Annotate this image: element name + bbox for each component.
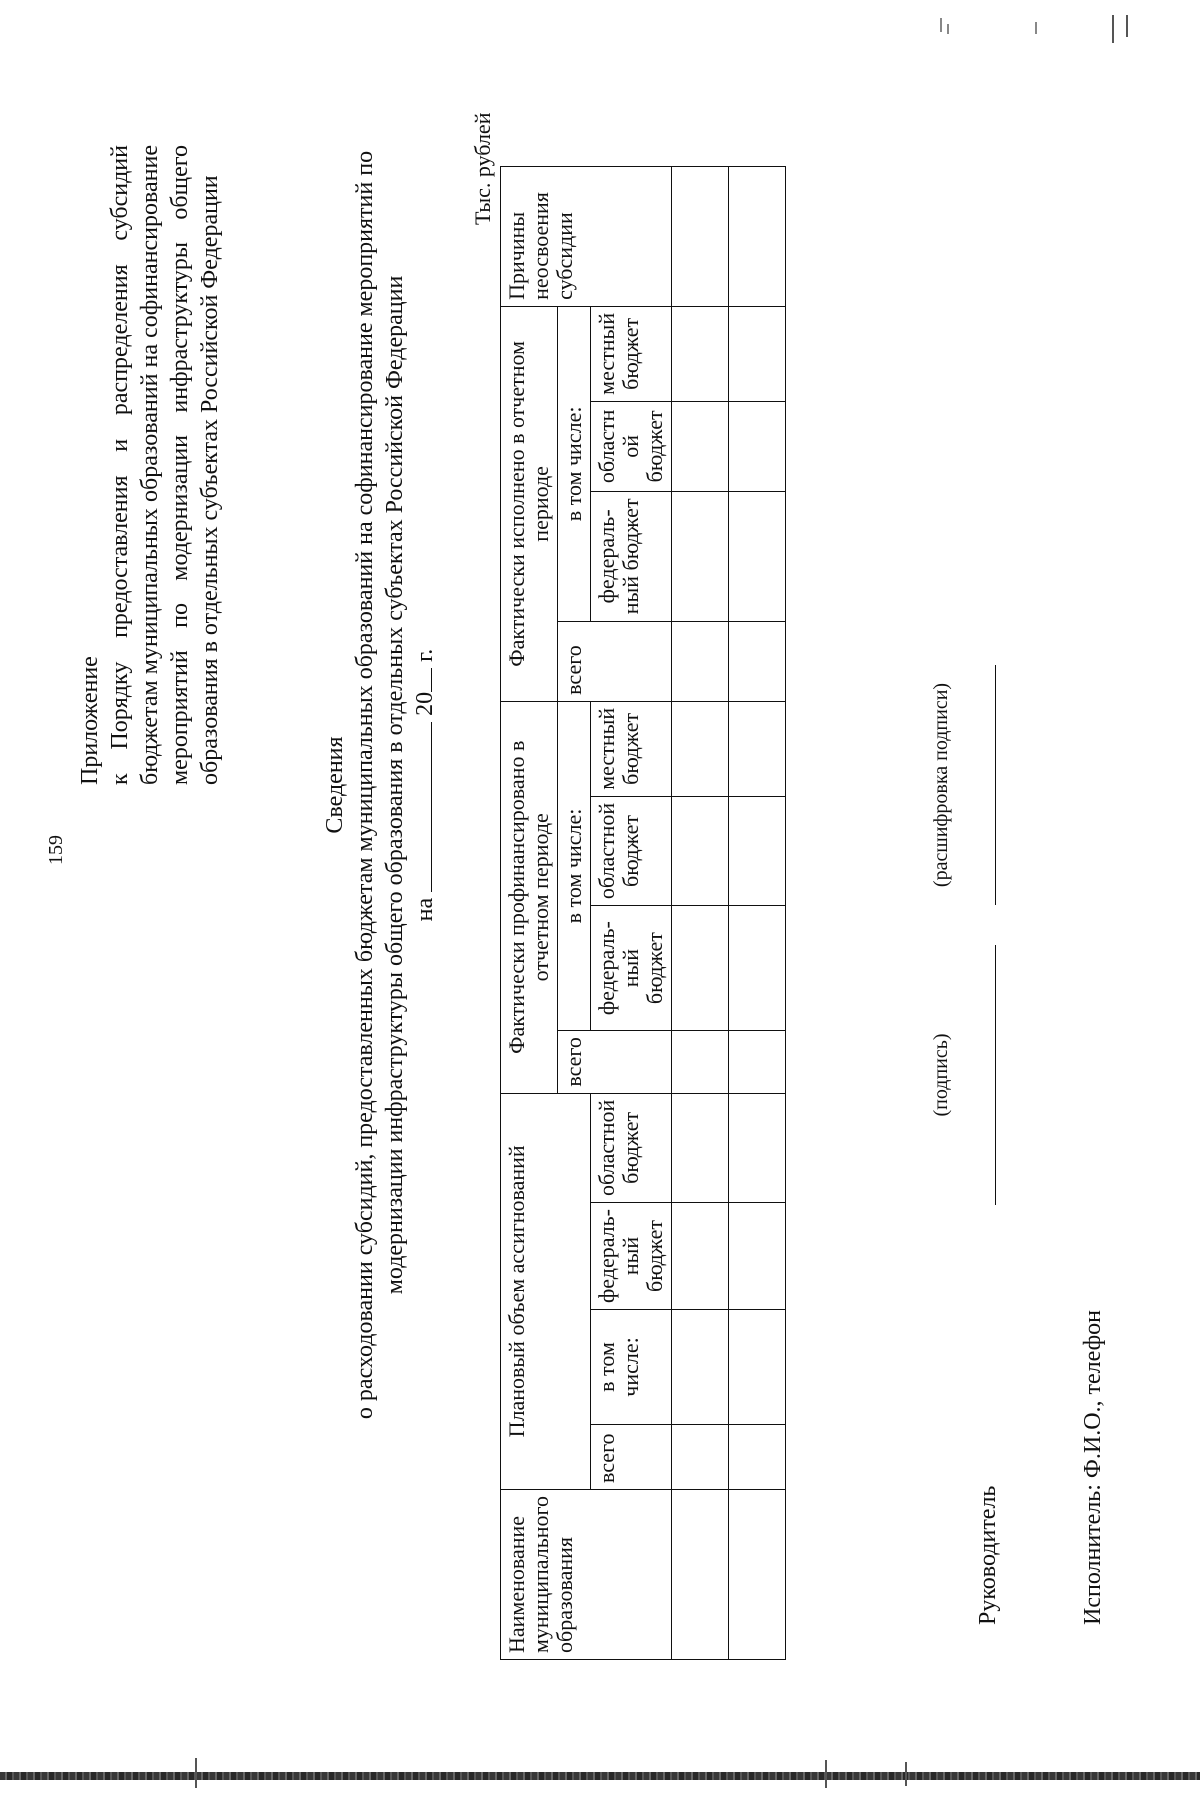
- signature-decoding-caption: (расшифровка подписи): [930, 682, 952, 888]
- financed-including-header: в том числе:: [558, 701, 591, 1030]
- table-cell[interactable]: [672, 306, 729, 401]
- report-date-line: [410, 649, 440, 922]
- table-cell[interactable]: [729, 491, 786, 621]
- scan-speck: [1035, 22, 1037, 34]
- table-cell[interactable]: [729, 1424, 786, 1489]
- group-financed-header: Фактически профинансировано в отчетном периоде: [501, 701, 558, 1093]
- units-label: Тыс. рублей: [470, 112, 495, 225]
- table-cell[interactable]: [672, 401, 729, 491]
- date-prefix: на: [412, 897, 438, 922]
- financed-local-header: местный бюджет: [591, 701, 672, 796]
- title-line-1: о расходовании субсидий, предоставленных бюджетам муниципальных образований на софинансирование мероприятий по: [352, 150, 378, 1420]
- signature-line[interactable]: [995, 945, 996, 1205]
- signature-decoding-line[interactable]: [995, 665, 996, 905]
- financed-total-header: всего: [558, 1031, 672, 1094]
- table-cell[interactable]: [672, 1031, 729, 1094]
- table-cell[interactable]: [672, 621, 729, 701]
- executed-total-header: всего: [558, 621, 672, 701]
- scan-mark: [1112, 15, 1114, 43]
- financed-regional-header: областной бюджет: [591, 796, 672, 905]
- executed-regional-header: областн ой бюджет: [591, 401, 672, 491]
- table-cell[interactable]: [672, 1424, 729, 1489]
- document-title: [320, 85, 440, 1485]
- table-cell[interactable]: [729, 1093, 786, 1202]
- col-municipality-header: Наименование муниципального образования: [501, 1489, 672, 1659]
- executed-local-header: местный бюджет: [591, 306, 672, 401]
- group-executed-header: Фактически исполнено в отчетном периоде: [501, 306, 558, 701]
- table-cell[interactable]: [672, 796, 729, 905]
- executor-label: Исполнитель: Ф.И.О., телефон: [1080, 1310, 1106, 1625]
- signature-block: [890, 425, 1130, 1625]
- scan-speck: [947, 24, 949, 34]
- scan-mark: [1126, 15, 1128, 37]
- executed-including-header: в том числе:: [558, 306, 591, 621]
- planned-regional-header: областной бюджет: [591, 1093, 672, 1202]
- table-cell[interactable]: [672, 701, 729, 796]
- table-cell[interactable]: [672, 491, 729, 621]
- table-cell[interactable]: [729, 1031, 786, 1094]
- appendix-line-3: мероприятий по модернизации инфраструктуры общего: [167, 145, 193, 785]
- appendix-line-4: образования в отдельных субъектах Российской Федерации: [197, 175, 223, 785]
- signature-caption: (подпись): [930, 1033, 952, 1117]
- group-planned-header: Плановый объем ассигнований: [501, 1093, 591, 1489]
- financed-federal-header: федераль-ный бюджет: [591, 906, 672, 1031]
- planned-total-header: всего: [591, 1424, 672, 1489]
- table-cell[interactable]: [729, 166, 786, 306]
- table-cell[interactable]: [729, 1489, 786, 1659]
- appendix-line-2: бюджетам муниципальных образований на софинансирование: [137, 145, 163, 785]
- table-cell[interactable]: [672, 1489, 729, 1659]
- appendix-block: [75, 145, 225, 785]
- table-cell[interactable]: [672, 166, 729, 306]
- year-suffix: г.: [412, 648, 438, 662]
- table-cell[interactable]: [729, 306, 786, 401]
- year-prefix: 20: [412, 691, 438, 716]
- table-cell[interactable]: [729, 621, 786, 701]
- rotated-page: [30, 45, 1150, 1785]
- table-cell[interactable]: [729, 906, 786, 1031]
- table-row: [729, 166, 786, 1659]
- title-heading: Сведения: [322, 736, 348, 834]
- table-cell[interactable]: [729, 1203, 786, 1310]
- table-cell[interactable]: [672, 906, 729, 1031]
- planned-including-header: в том числе:: [591, 1309, 672, 1424]
- year-blank: [411, 668, 432, 692]
- planned-federal-header: федераль-ный бюджет: [591, 1203, 672, 1310]
- table-cell[interactable]: [672, 1203, 729, 1310]
- table-row: [672, 166, 729, 1659]
- date-blank: [411, 722, 432, 892]
- table-cell[interactable]: [729, 1309, 786, 1424]
- table-cell[interactable]: [672, 1093, 729, 1202]
- col-reasons-header: Причины неосвоения субсидии: [501, 166, 672, 306]
- table-cell[interactable]: [729, 701, 786, 796]
- page-number: 159: [45, 835, 67, 865]
- table-cell[interactable]: [729, 401, 786, 491]
- title-line-2: модернизации инфраструктуры общего образования в отдельных субъектах Российской Федерации: [382, 275, 408, 1295]
- table-cell[interactable]: [729, 796, 786, 905]
- table-cell[interactable]: [672, 1309, 729, 1424]
- executed-federal-header: федераль-ный бюджет: [591, 491, 672, 621]
- appendix-line-1: к Порядку предоставления и распределения субсидий: [107, 145, 133, 785]
- head-label: Руководитель: [975, 1485, 1001, 1625]
- report-table: [500, 166, 786, 1660]
- scan-speck: [940, 18, 942, 32]
- appendix-title: Приложение: [77, 656, 103, 785]
